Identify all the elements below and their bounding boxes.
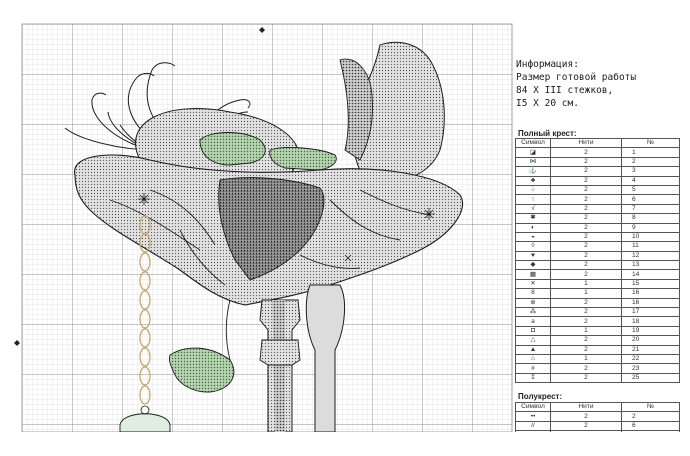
- legend-row: [516, 270, 680, 279]
- legend-threads: 2: [551, 298, 622, 307]
- legend-number: 4: [622, 176, 680, 185]
- legend-number: 25: [622, 373, 680, 382]
- legend-number: 20: [622, 336, 680, 345]
- legend-threads: 1: [551, 326, 622, 335]
- legend-threads: 2: [551, 373, 622, 382]
- legend-row: [516, 167, 680, 176]
- header-symbol: Символ: [516, 403, 551, 412]
- header-number: №: [622, 403, 680, 412]
- legend-symbol: //: [516, 421, 551, 430]
- legend-symbol: ▲: [516, 345, 551, 354]
- legend-row: [516, 242, 680, 251]
- half-cross-title: Полукрест:: [518, 392, 563, 401]
- legend-row: [516, 317, 680, 326]
- info-stitches: 84 X III стежков,: [516, 85, 614, 96]
- legend-symbol: ✱: [516, 214, 551, 223]
- legend-number: 13: [622, 261, 680, 270]
- legend-row: [516, 251, 680, 260]
- legend-number: 23: [622, 364, 680, 373]
- legend-symbol: ◘: [516, 326, 551, 335]
- legend-number: 2: [622, 412, 680, 421]
- legend-row: [516, 308, 680, 317]
- legend-row: [516, 421, 680, 430]
- full-cross-legend-table: [515, 138, 680, 383]
- legend-symbol: √: [516, 204, 551, 213]
- legend-number: 22: [622, 354, 680, 363]
- legend-number: 9: [622, 223, 680, 232]
- legend-threads: 2: [551, 148, 622, 157]
- legend-number: 3: [622, 167, 680, 176]
- legend-row: [516, 326, 680, 335]
- legend-row: [516, 412, 680, 421]
- legend-number: 21: [622, 345, 680, 354]
- legend-threads: 2: [551, 232, 622, 241]
- legend-threads: 2: [551, 176, 622, 185]
- legend-threads: 2: [551, 308, 622, 317]
- legend-threads: 2: [551, 336, 622, 345]
- legend-symbol: ♤: [516, 185, 551, 194]
- legend-symbol: ⊕: [516, 298, 551, 307]
- legend-symbol: ◊: [516, 242, 551, 251]
- page-bottom-margin: [0, 432, 690, 456]
- legend-number: 14: [622, 270, 680, 279]
- header-number: №: [622, 139, 680, 148]
- legend-threads: 1: [551, 354, 622, 363]
- legend-row: [516, 148, 680, 157]
- legend-symbol: ◐: [516, 223, 551, 232]
- legend-number: 5: [622, 185, 680, 194]
- legend-symbol: ⚓: [516, 167, 551, 176]
- legend-row: [516, 176, 680, 185]
- legend-row: [516, 214, 680, 223]
- legend-symbol: a: [516, 317, 551, 326]
- legend-number: 17: [622, 308, 680, 317]
- legend-number: 6: [622, 195, 680, 204]
- legend-number: 16: [622, 298, 680, 307]
- legend-header-row: [516, 139, 680, 148]
- legend-number: 1: [622, 148, 680, 157]
- legend-symbol: ⋈: [516, 157, 551, 166]
- legend-threads: 2: [551, 157, 622, 166]
- center-marker-left: [14, 340, 20, 346]
- legend-threads: 2: [551, 195, 622, 204]
- legend-threads: 2: [551, 421, 622, 430]
- legend-number: 11: [622, 242, 680, 251]
- legend-threads: 2: [551, 261, 622, 270]
- legend-row: [516, 185, 680, 194]
- legend-row: [516, 157, 680, 166]
- legend-symbol: △: [516, 336, 551, 345]
- legend-number: 15: [622, 279, 680, 288]
- legend-header-row: [516, 403, 680, 412]
- legend-symbol: ◆: [516, 261, 551, 270]
- pendant: [120, 414, 170, 432]
- legend-row: [516, 223, 680, 232]
- legend-row: [516, 289, 680, 298]
- legend-threads: 2: [551, 364, 622, 373]
- legend-number: 10: [622, 232, 680, 241]
- legend-symbol: ♥: [516, 251, 551, 260]
- full-cross-title: Полный крест:: [518, 129, 577, 138]
- legend-number: 16: [622, 289, 680, 298]
- legend-threads: 2: [551, 251, 622, 260]
- info-dimensions: I5 X 20 см.: [516, 98, 579, 109]
- info-title: Информация:: [516, 59, 579, 70]
- legend-row: [516, 345, 680, 354]
- info-size-label: Размер готовой работы: [516, 72, 637, 83]
- legend-threads: 2: [551, 167, 622, 176]
- legend-threads: 2: [551, 204, 622, 213]
- legend-number: 12: [622, 251, 680, 260]
- header-threads: Нити: [551, 139, 622, 148]
- legend-row: [516, 261, 680, 270]
- legend-symbol: ◪: [516, 148, 551, 157]
- legend-row: [516, 195, 680, 204]
- header-threads: Нити: [551, 403, 622, 412]
- legend-threads: 1: [551, 289, 622, 298]
- legend-symbol: ⁑: [516, 373, 551, 382]
- header-symbol: Символ: [516, 139, 551, 148]
- legend-symbol: ↑: [516, 195, 551, 204]
- legend-threads: 2: [551, 214, 622, 223]
- legend-number: 8: [622, 214, 680, 223]
- legend-row: [516, 279, 680, 288]
- legend-row: [516, 354, 680, 363]
- legend-symbol: ••: [516, 412, 551, 421]
- legend-threads: 2: [551, 242, 622, 251]
- legend-symbol: ◒: [516, 232, 551, 241]
- legend-row: [516, 232, 680, 241]
- legend-symbol: ⁂: [516, 308, 551, 317]
- legend-row: [516, 298, 680, 307]
- legend-symbol: ▩: [516, 270, 551, 279]
- legend-symbol: 8: [516, 289, 551, 298]
- legend-threads: 2: [551, 345, 622, 354]
- info-block: [516, 58, 686, 110]
- legend-threads: 2: [551, 185, 622, 194]
- legend-threads: 1: [551, 279, 622, 288]
- legend-row: [516, 204, 680, 213]
- legend-number: 6: [622, 421, 680, 430]
- legend-row: [516, 373, 680, 382]
- legend-row: [516, 336, 680, 345]
- legend-threads: 2: [551, 412, 622, 421]
- legend-number: 19: [622, 326, 680, 335]
- legend-symbol: ✕: [516, 279, 551, 288]
- legend-number: 2: [622, 157, 680, 166]
- legend-number: 7: [622, 204, 680, 213]
- stem-band: [260, 340, 300, 365]
- legend-threads: 2: [551, 317, 622, 326]
- legend-threads: 2: [551, 223, 622, 232]
- legend-row: [516, 364, 680, 373]
- legend-threads: 2: [551, 270, 622, 279]
- legend-symbol: ⌂: [516, 354, 551, 363]
- legend-symbol: ♣: [516, 176, 551, 185]
- legend-symbol: #: [516, 364, 551, 373]
- legend-number: 18: [622, 317, 680, 326]
